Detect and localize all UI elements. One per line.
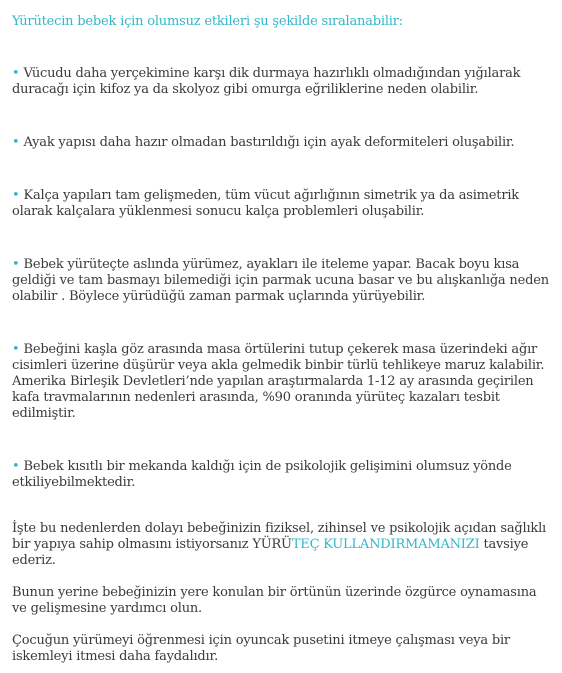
section-heading: Yürütecin bebek için olumsuz etkileri şu şekilde sıralanabilir: xyxy=(12,14,403,29)
bullet-content: Bebek kısıtlı bir mekanda kaldığı için de psikolojik gelişimini olumsuz yönde etkiliyebilmektedir. xyxy=(12,459,512,490)
bullet-text xyxy=(12,459,550,491)
advice-paragraph: Bunun yerine bebeğinizin yere konulan bir örtünün üzerinde özgürce oynamasına ve gelişmesine yardımcı olun. xyxy=(12,585,537,616)
bullet-dot-icon: • xyxy=(12,257,20,272)
bullet-dot-icon: • xyxy=(12,135,20,150)
bullet-text xyxy=(12,257,550,305)
bullet-content: Ayak yapısı daha hazır olmadan bastırıldığı için ayak deformiteleri oluşabilir. xyxy=(23,135,515,150)
bullet-dot-icon: • xyxy=(12,188,20,203)
conclusion-paragraph xyxy=(12,521,550,569)
bullet-content: Vücudu daha yerçekimine karşı dik durmaya hazırlıklı olmadığından yığılarak duracağı için kifoz ya da skolyoz gibi omurga eğriliklerine neden olabilir. xyxy=(12,66,521,97)
conclusion-text: İşte bu nedenlerden dolayı bebeğinizin fiziksel, zihinsel ve psikolojik açıdan sağlıklı bir yapıya sahip olmasını istiyorsanız YÜRÜ xyxy=(12,521,546,552)
bullet-dot-icon: • xyxy=(12,66,20,81)
bullet-text xyxy=(12,135,550,151)
bullet-text xyxy=(12,342,550,422)
bullet-item xyxy=(12,66,550,98)
conclusion-tail: tavsiye ederiz. xyxy=(12,537,529,568)
bullet-text xyxy=(12,66,550,98)
bullet-content: Bebek yürüteçte aslında yürümez, ayakları ile iteleme yapar. Bacak boyu kısa geldiği ve tam basmayı bilemediği için parmak ucuna basar ve bu alışkanlığa neden olabilir . Böylece yürüdüğü zaman parmak uçlarında yürüyebilir. xyxy=(12,257,549,304)
bullet-item xyxy=(12,257,550,305)
bullet-item xyxy=(12,135,550,151)
bullet-item xyxy=(12,459,550,491)
bullet-dot-icon: • xyxy=(12,342,20,357)
bullet-content: Bebeğini kaşla göz arasında masa örtülerini tutup çekerek masa üzerindeki ağır cisimleri üzerine düşürür veya akla gelmedik binbir türlü tehlikeye maruz kalabilir. Amerika Birleşik Devletleri’nde yapılan araştırmalarda 1-12 ay arasında geçirilen kafa travmalarının nedenleri arasında, %90 oranında yürüteç kazaları tesbit edilmiştir. xyxy=(12,342,545,421)
bullet-content: Kalça yapıları tam gelişmeden, tüm vücut ağırlığının simetrik ya da asimetrik olarak kalçalara yüklenmesi sonucu kalça problemleri oluşabilir. xyxy=(12,188,519,219)
advice-paragraph: Çocuğun yürümeyi öğrenmesi için oyuncak pusetini itmeye çalışması veya bir iskemleyi itmesi daha faydalıdır. xyxy=(12,633,510,664)
bullet-item xyxy=(12,188,550,220)
bullet-item xyxy=(12,342,550,422)
bullet-dot-icon: • xyxy=(12,459,20,474)
bullet-text xyxy=(12,188,550,220)
highlighted-link[interactable]: TEÇ KULLANDIRMAMANIZI xyxy=(291,537,480,552)
